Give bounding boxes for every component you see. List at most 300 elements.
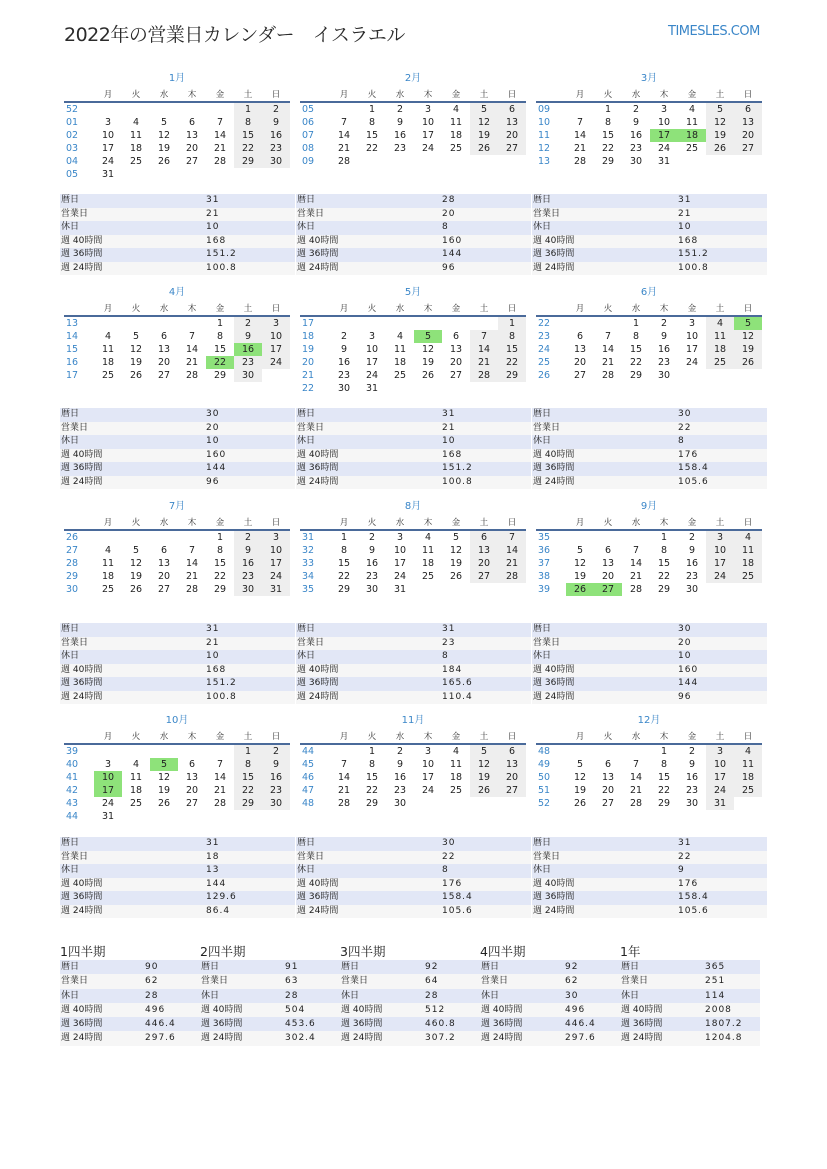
day-cell[interactable]: 20 bbox=[601, 571, 615, 582]
day-cell[interactable]: 22 bbox=[365, 143, 379, 154]
day-cell[interactable]: 23 bbox=[337, 370, 351, 381]
day-cell[interactable]: 6 bbox=[160, 331, 168, 342]
day-cell[interactable]: 21 bbox=[185, 357, 199, 368]
day-cell[interactable]: 20 bbox=[734, 129, 762, 142]
day-cell[interactable]: 25 bbox=[449, 785, 463, 796]
day-cell[interactable]: 6 bbox=[604, 759, 612, 770]
day-cell[interactable]: 16 bbox=[262, 771, 290, 784]
day-cell[interactable]: 5 bbox=[132, 545, 140, 556]
day-cell[interactable]: 13 bbox=[601, 558, 615, 569]
day-cell[interactable]: 17 bbox=[706, 557, 734, 570]
day-cell[interactable]: 12 bbox=[470, 116, 498, 129]
day-cell[interactable]: 25 bbox=[706, 356, 734, 369]
day-cell[interactable]: 30 bbox=[629, 156, 643, 167]
day-cell[interactable]: 20 bbox=[449, 357, 463, 368]
day-cell[interactable]: 12 bbox=[129, 344, 143, 355]
day-cell[interactable]: 29 bbox=[629, 370, 643, 381]
day-cell[interactable]: 30 bbox=[685, 798, 699, 809]
day-cell[interactable]: 12 bbox=[573, 558, 587, 569]
day-cell[interactable]: 16 bbox=[393, 772, 407, 783]
day-cell[interactable]: 8 bbox=[216, 331, 224, 342]
day-cell[interactable]: 6 bbox=[576, 331, 584, 342]
day-cell[interactable]: 20 bbox=[470, 557, 498, 570]
day-cell[interactable]: 9 bbox=[396, 117, 404, 128]
day-cell[interactable]: 2 bbox=[234, 316, 262, 330]
day-cell[interactable]: 14 bbox=[629, 772, 643, 783]
day-cell[interactable]: 11 bbox=[734, 758, 762, 771]
day-cell[interactable]: 9 bbox=[660, 331, 668, 342]
day-cell[interactable]: 14 bbox=[470, 343, 498, 356]
holiday-day[interactable]: 27 bbox=[594, 583, 622, 596]
day-cell[interactable]: 25 bbox=[393, 370, 407, 381]
day-cell[interactable]: 13 bbox=[185, 130, 199, 141]
holiday-day[interactable]: 5 bbox=[414, 330, 442, 343]
day-cell[interactable]: 5 bbox=[576, 759, 584, 770]
day-cell[interactable]: 26 bbox=[157, 156, 171, 167]
day-cell[interactable]: 17 bbox=[262, 557, 290, 570]
day-cell[interactable]: 15 bbox=[657, 558, 671, 569]
day-cell[interactable]: 19 bbox=[157, 785, 171, 796]
day-cell[interactable]: 29 bbox=[365, 798, 379, 809]
day-cell[interactable]: 19 bbox=[734, 343, 762, 356]
day-cell[interactable]: 26 bbox=[470, 142, 498, 155]
day-cell[interactable]: 3 bbox=[262, 530, 290, 544]
day-cell[interactable]: 27 bbox=[157, 584, 171, 595]
day-cell[interactable]: 11 bbox=[101, 558, 115, 569]
day-cell[interactable]: 18 bbox=[449, 130, 463, 141]
day-cell[interactable]: 6 bbox=[452, 331, 460, 342]
day-cell[interactable]: 14 bbox=[498, 544, 526, 557]
day-cell[interactable]: 13 bbox=[157, 558, 171, 569]
day-cell[interactable]: 30 bbox=[234, 583, 262, 596]
day-cell[interactable]: 10 bbox=[262, 330, 290, 343]
day-cell[interactable]: 7 bbox=[340, 117, 348, 128]
day-cell[interactable]: 10 bbox=[421, 117, 435, 128]
day-cell[interactable]: 8 bbox=[216, 545, 224, 556]
day-cell[interactable]: 15 bbox=[234, 129, 262, 142]
day-cell[interactable]: 3 bbox=[424, 104, 432, 115]
day-cell[interactable]: 14 bbox=[601, 344, 615, 355]
day-cell[interactable]: 8 bbox=[498, 330, 526, 343]
day-cell[interactable]: 13 bbox=[734, 116, 762, 129]
day-cell[interactable]: 30 bbox=[234, 369, 262, 382]
day-cell[interactable]: 9 bbox=[368, 545, 376, 556]
day-cell[interactable]: 23 bbox=[629, 143, 643, 154]
day-cell[interactable]: 20 bbox=[157, 571, 171, 582]
day-cell[interactable]: 1 bbox=[660, 532, 668, 543]
day-cell[interactable]: 22 bbox=[629, 357, 643, 368]
day-cell[interactable]: 24 bbox=[706, 570, 734, 583]
day-cell[interactable]: 17 bbox=[421, 130, 435, 141]
day-cell[interactable]: 9 bbox=[396, 759, 404, 770]
day-cell[interactable]: 3 bbox=[104, 759, 112, 770]
day-cell[interactable]: 4 bbox=[706, 316, 734, 330]
day-cell[interactable]: 14 bbox=[337, 130, 351, 141]
day-cell[interactable]: 20 bbox=[573, 357, 587, 368]
day-cell[interactable]: 17 bbox=[421, 772, 435, 783]
day-cell[interactable]: 18 bbox=[129, 785, 143, 796]
day-cell[interactable]: 2 bbox=[262, 102, 290, 116]
day-cell[interactable]: 26 bbox=[129, 370, 143, 381]
day-cell[interactable]: 21 bbox=[470, 356, 498, 369]
day-cell[interactable]: 2 bbox=[396, 104, 404, 115]
day-cell[interactable]: 22 bbox=[365, 785, 379, 796]
day-cell[interactable]: 10 bbox=[706, 758, 734, 771]
day-cell[interactable]: 28 bbox=[629, 584, 643, 595]
day-cell[interactable]: 16 bbox=[393, 130, 407, 141]
day-cell[interactable]: 29 bbox=[498, 369, 526, 382]
day-cell[interactable]: 13 bbox=[498, 116, 526, 129]
day-cell[interactable]: 7 bbox=[498, 530, 526, 544]
day-cell[interactable]: 28 bbox=[213, 798, 227, 809]
day-cell[interactable]: 20 bbox=[498, 129, 526, 142]
day-cell[interactable]: 4 bbox=[734, 530, 762, 544]
day-cell[interactable]: 2 bbox=[688, 746, 696, 757]
day-cell[interactable]: 15 bbox=[629, 344, 643, 355]
day-cell[interactable]: 20 bbox=[498, 771, 526, 784]
day-cell[interactable]: 31 bbox=[657, 156, 671, 167]
day-cell[interactable]: 23 bbox=[393, 785, 407, 796]
day-cell[interactable]: 24 bbox=[262, 356, 290, 369]
day-cell[interactable]: 11 bbox=[706, 330, 734, 343]
day-cell[interactable]: 5 bbox=[132, 331, 140, 342]
day-cell[interactable]: 3 bbox=[262, 316, 290, 330]
day-cell[interactable]: 2 bbox=[632, 104, 640, 115]
day-cell[interactable]: 29 bbox=[657, 798, 671, 809]
day-cell[interactable]: 19 bbox=[573, 785, 587, 796]
day-cell[interactable]: 7 bbox=[632, 545, 640, 556]
day-cell[interactable]: 21 bbox=[337, 785, 351, 796]
day-cell[interactable]: 15 bbox=[498, 343, 526, 356]
day-cell[interactable]: 22 bbox=[234, 784, 262, 797]
day-cell[interactable]: 12 bbox=[706, 116, 734, 129]
day-cell[interactable]: 4 bbox=[132, 117, 140, 128]
holiday-day[interactable]: 22 bbox=[206, 356, 234, 369]
day-cell[interactable]: 17 bbox=[685, 344, 699, 355]
day-cell[interactable]: 9 bbox=[688, 759, 696, 770]
day-cell[interactable]: 19 bbox=[421, 357, 435, 368]
day-cell[interactable]: 1 bbox=[216, 532, 224, 543]
day-cell[interactable]: 21 bbox=[498, 557, 526, 570]
day-cell[interactable]: 26 bbox=[157, 798, 171, 809]
day-cell[interactable]: 7 bbox=[604, 331, 612, 342]
day-cell[interactable]: 26 bbox=[706, 142, 734, 155]
day-cell[interactable]: 1 bbox=[632, 318, 640, 329]
day-cell[interactable]: 17 bbox=[365, 357, 379, 368]
day-cell[interactable]: 14 bbox=[573, 130, 587, 141]
day-cell[interactable]: 18 bbox=[449, 772, 463, 783]
day-cell[interactable]: 29 bbox=[213, 370, 227, 381]
day-cell[interactable]: 26 bbox=[470, 784, 498, 797]
day-cell[interactable]: 4 bbox=[452, 104, 460, 115]
day-cell[interactable]: 20 bbox=[185, 785, 199, 796]
day-cell[interactable]: 26 bbox=[449, 571, 463, 582]
day-cell[interactable]: 11 bbox=[393, 344, 407, 355]
day-cell[interactable]: 5 bbox=[452, 532, 460, 543]
day-cell[interactable]: 31 bbox=[262, 583, 290, 596]
day-cell[interactable]: 25 bbox=[449, 143, 463, 154]
day-cell[interactable]: 10 bbox=[706, 544, 734, 557]
day-cell[interactable]: 8 bbox=[632, 331, 640, 342]
day-cell[interactable]: 14 bbox=[213, 130, 227, 141]
day-cell[interactable]: 8 bbox=[604, 117, 612, 128]
day-cell[interactable]: 28 bbox=[573, 156, 587, 167]
day-cell[interactable]: 27 bbox=[157, 370, 171, 381]
day-cell[interactable]: 24 bbox=[421, 143, 435, 154]
day-cell[interactable]: 9 bbox=[688, 545, 696, 556]
day-cell[interactable]: 19 bbox=[129, 357, 143, 368]
day-cell[interactable]: 11 bbox=[685, 117, 699, 128]
day-cell[interactable]: 26 bbox=[421, 370, 435, 381]
day-cell[interactable]: 21 bbox=[337, 143, 351, 154]
day-cell[interactable]: 31 bbox=[101, 169, 115, 180]
day-cell[interactable]: 11 bbox=[449, 759, 463, 770]
day-cell[interactable]: 19 bbox=[157, 143, 171, 154]
day-cell[interactable]: 11 bbox=[129, 130, 143, 141]
day-cell[interactable]: 6 bbox=[498, 102, 526, 116]
day-cell[interactable]: 23 bbox=[234, 570, 262, 583]
day-cell[interactable]: 27 bbox=[470, 570, 498, 583]
day-cell[interactable]: 22 bbox=[498, 356, 526, 369]
day-cell[interactable]: 1 bbox=[216, 318, 224, 329]
day-cell[interactable]: 8 bbox=[234, 758, 262, 771]
day-cell[interactable]: 30 bbox=[262, 155, 290, 168]
day-cell[interactable]: 7 bbox=[632, 759, 640, 770]
day-cell[interactable]: 6 bbox=[188, 117, 196, 128]
day-cell[interactable]: 4 bbox=[104, 545, 112, 556]
day-cell[interactable]: 9 bbox=[234, 544, 262, 557]
day-cell[interactable]: 4 bbox=[132, 759, 140, 770]
day-cell[interactable]: 19 bbox=[706, 129, 734, 142]
day-cell[interactable]: 12 bbox=[449, 545, 463, 556]
day-cell[interactable]: 22 bbox=[213, 571, 227, 582]
day-cell[interactable]: 22 bbox=[657, 571, 671, 582]
day-cell[interactable]: 31 bbox=[365, 383, 379, 394]
day-cell[interactable]: 24 bbox=[657, 143, 671, 154]
day-cell[interactable]: 2 bbox=[660, 318, 668, 329]
day-cell[interactable]: 18 bbox=[393, 357, 407, 368]
day-cell[interactable]: 14 bbox=[337, 772, 351, 783]
day-cell[interactable]: 26 bbox=[573, 798, 587, 809]
day-cell[interactable]: 3 bbox=[660, 104, 668, 115]
day-cell[interactable]: 28 bbox=[337, 798, 351, 809]
day-cell[interactable]: 8 bbox=[234, 116, 262, 129]
day-cell[interactable]: 15 bbox=[213, 558, 227, 569]
day-cell[interactable]: 27 bbox=[498, 784, 526, 797]
day-cell[interactable]: 3 bbox=[688, 318, 696, 329]
day-cell[interactable]: 22 bbox=[601, 143, 615, 154]
day-cell[interactable]: 19 bbox=[449, 558, 463, 569]
day-cell[interactable]: 15 bbox=[365, 772, 379, 783]
day-cell[interactable]: 30 bbox=[337, 383, 351, 394]
day-cell[interactable]: 8 bbox=[368, 117, 376, 128]
day-cell[interactable]: 23 bbox=[393, 143, 407, 154]
day-cell[interactable]: 20 bbox=[185, 143, 199, 154]
day-cell[interactable]: 27 bbox=[573, 370, 587, 381]
day-cell[interactable]: 16 bbox=[657, 344, 671, 355]
day-cell[interactable]: 28 bbox=[337, 156, 351, 167]
day-cell[interactable]: 29 bbox=[601, 156, 615, 167]
day-cell[interactable]: 23 bbox=[262, 142, 290, 155]
day-cell[interactable]: 21 bbox=[629, 785, 643, 796]
day-cell[interactable]: 16 bbox=[365, 558, 379, 569]
day-cell[interactable]: 31 bbox=[393, 584, 407, 595]
day-cell[interactable]: 28 bbox=[470, 369, 498, 382]
day-cell[interactable]: 6 bbox=[734, 102, 762, 116]
day-cell[interactable]: 17 bbox=[101, 143, 115, 154]
day-cell[interactable]: 11 bbox=[101, 344, 115, 355]
day-cell[interactable]: 9 bbox=[632, 117, 640, 128]
day-cell[interactable]: 24 bbox=[365, 370, 379, 381]
day-cell[interactable]: 26 bbox=[734, 356, 762, 369]
day-cell[interactable]: 23 bbox=[262, 784, 290, 797]
day-cell[interactable]: 24 bbox=[393, 571, 407, 582]
day-cell[interactable]: 23 bbox=[234, 356, 262, 369]
day-cell[interactable]: 3 bbox=[424, 746, 432, 757]
day-cell[interactable]: 14 bbox=[213, 772, 227, 783]
day-cell[interactable]: 4 bbox=[396, 331, 404, 342]
day-cell[interactable]: 1 bbox=[234, 102, 262, 116]
day-cell[interactable]: 1 bbox=[660, 746, 668, 757]
day-cell[interactable]: 14 bbox=[185, 558, 199, 569]
holiday-day[interactable]: 26 bbox=[566, 583, 594, 596]
day-cell[interactable]: 2 bbox=[262, 744, 290, 758]
day-cell[interactable]: 21 bbox=[629, 571, 643, 582]
day-cell[interactable]: 22 bbox=[234, 142, 262, 155]
day-cell[interactable]: 2 bbox=[234, 530, 262, 544]
day-cell[interactable]: 5 bbox=[160, 117, 168, 128]
day-cell[interactable]: 26 bbox=[129, 584, 143, 595]
day-cell[interactable]: 7 bbox=[470, 330, 498, 343]
day-cell[interactable]: 6 bbox=[470, 530, 498, 544]
day-cell[interactable]: 25 bbox=[129, 156, 143, 167]
day-cell[interactable]: 7 bbox=[216, 759, 224, 770]
day-cell[interactable]: 14 bbox=[629, 558, 643, 569]
day-cell[interactable]: 20 bbox=[157, 357, 171, 368]
day-cell[interactable]: 5 bbox=[470, 744, 498, 758]
day-cell[interactable]: 28 bbox=[185, 370, 199, 381]
day-cell[interactable]: 20 bbox=[601, 785, 615, 796]
day-cell[interactable]: 12 bbox=[157, 130, 171, 141]
day-cell[interactable]: 1 bbox=[604, 104, 612, 115]
day-cell[interactable]: 9 bbox=[262, 758, 290, 771]
holiday-day[interactable]: 17 bbox=[650, 129, 678, 142]
day-cell[interactable]: 25 bbox=[734, 784, 762, 797]
day-cell[interactable]: 24 bbox=[101, 156, 115, 167]
day-cell[interactable]: 13 bbox=[601, 772, 615, 783]
day-cell[interactable]: 9 bbox=[340, 344, 348, 355]
day-cell[interactable]: 18 bbox=[734, 557, 762, 570]
day-cell[interactable]: 17 bbox=[262, 343, 290, 356]
day-cell[interactable]: 10 bbox=[421, 759, 435, 770]
day-cell[interactable]: 15 bbox=[213, 344, 227, 355]
day-cell[interactable]: 18 bbox=[101, 357, 115, 368]
day-cell[interactable]: 23 bbox=[657, 357, 671, 368]
day-cell[interactable]: 13 bbox=[449, 344, 463, 355]
day-cell[interactable]: 6 bbox=[604, 545, 612, 556]
day-cell[interactable]: 30 bbox=[365, 584, 379, 595]
day-cell[interactable]: 13 bbox=[470, 544, 498, 557]
day-cell[interactable]: 27 bbox=[449, 370, 463, 381]
day-cell[interactable]: 30 bbox=[685, 584, 699, 595]
day-cell[interactable]: 8 bbox=[340, 545, 348, 556]
day-cell[interactable]: 28 bbox=[213, 156, 227, 167]
day-cell[interactable]: 4 bbox=[688, 104, 696, 115]
day-cell[interactable]: 28 bbox=[601, 370, 615, 381]
day-cell[interactable]: 21 bbox=[213, 143, 227, 154]
day-cell[interactable]: 19 bbox=[573, 571, 587, 582]
day-cell[interactable]: 8 bbox=[368, 759, 376, 770]
day-cell[interactable]: 15 bbox=[234, 771, 262, 784]
day-cell[interactable]: 21 bbox=[601, 357, 615, 368]
day-cell[interactable]: 4 bbox=[424, 532, 432, 543]
day-cell[interactable]: 10 bbox=[101, 130, 115, 141]
day-cell[interactable]: 18 bbox=[101, 571, 115, 582]
day-cell[interactable]: 10 bbox=[685, 331, 699, 342]
day-cell[interactable]: 24 bbox=[101, 798, 115, 809]
day-cell[interactable]: 11 bbox=[421, 545, 435, 556]
day-cell[interactable]: 11 bbox=[129, 772, 143, 783]
day-cell[interactable]: 24 bbox=[706, 784, 734, 797]
day-cell[interactable]: 4 bbox=[734, 744, 762, 758]
day-cell[interactable]: 7 bbox=[576, 117, 584, 128]
brand-logo-text[interactable]: TIMESLES.COM bbox=[668, 24, 760, 39]
day-cell[interactable]: 9 bbox=[262, 116, 290, 129]
day-cell[interactable]: 29 bbox=[337, 584, 351, 595]
day-cell[interactable]: 12 bbox=[157, 772, 171, 783]
day-cell[interactable]: 7 bbox=[216, 117, 224, 128]
day-cell[interactable]: 25 bbox=[685, 143, 699, 154]
day-cell[interactable]: 30 bbox=[657, 370, 671, 381]
day-cell[interactable]: 4 bbox=[104, 331, 112, 342]
day-cell[interactable]: 29 bbox=[234, 797, 262, 810]
day-cell[interactable]: 7 bbox=[188, 331, 196, 342]
day-cell[interactable]: 13 bbox=[498, 758, 526, 771]
day-cell[interactable]: 1 bbox=[368, 746, 376, 757]
day-cell[interactable]: 6 bbox=[188, 759, 196, 770]
day-cell[interactable]: 18 bbox=[129, 143, 143, 154]
day-cell[interactable]: 6 bbox=[498, 744, 526, 758]
day-cell[interactable]: 9 bbox=[234, 330, 262, 343]
day-cell[interactable]: 16 bbox=[685, 558, 699, 569]
day-cell[interactable]: 10 bbox=[365, 344, 379, 355]
day-cell[interactable]: 12 bbox=[734, 330, 762, 343]
day-cell[interactable]: 11 bbox=[734, 544, 762, 557]
day-cell[interactable]: 3 bbox=[368, 331, 376, 342]
day-cell[interactable]: 17 bbox=[706, 771, 734, 784]
day-cell[interactable]: 12 bbox=[129, 558, 143, 569]
day-cell[interactable]: 12 bbox=[470, 758, 498, 771]
day-cell[interactable]: 3 bbox=[706, 744, 734, 758]
day-cell[interactable]: 2 bbox=[340, 331, 348, 342]
day-cell[interactable]: 23 bbox=[685, 571, 699, 582]
day-cell[interactable]: 15 bbox=[657, 772, 671, 783]
day-cell[interactable]: 19 bbox=[129, 571, 143, 582]
day-cell[interactable]: 15 bbox=[337, 558, 351, 569]
day-cell[interactable]: 28 bbox=[185, 584, 199, 595]
day-cell[interactable]: 15 bbox=[365, 130, 379, 141]
day-cell[interactable]: 3 bbox=[706, 530, 734, 544]
day-cell[interactable]: 27 bbox=[185, 156, 199, 167]
day-cell[interactable]: 5 bbox=[576, 545, 584, 556]
day-cell[interactable]: 27 bbox=[498, 142, 526, 155]
day-cell[interactable]: 21 bbox=[213, 785, 227, 796]
day-cell[interactable]: 24 bbox=[262, 570, 290, 583]
day-cell[interactable]: 3 bbox=[396, 532, 404, 543]
day-cell[interactable]: 14 bbox=[185, 344, 199, 355]
day-cell[interactable]: 18 bbox=[734, 771, 762, 784]
day-cell[interactable]: 18 bbox=[706, 343, 734, 356]
